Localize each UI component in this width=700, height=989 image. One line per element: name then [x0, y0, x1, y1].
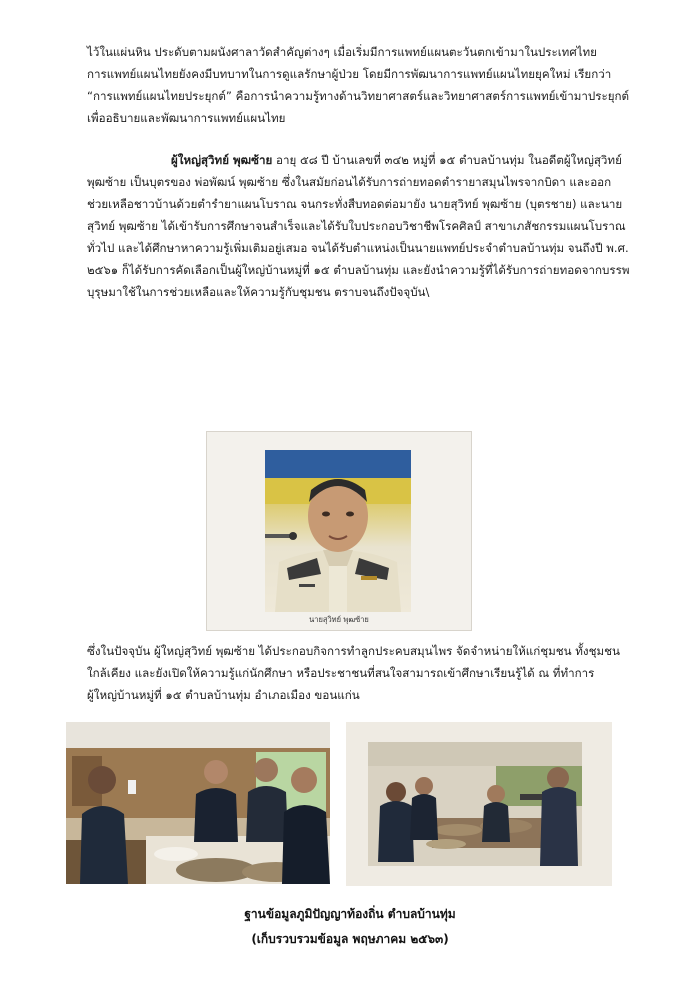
- herbal-workshop-scene-2: [346, 722, 612, 886]
- bio-line: พุฒซ้าย เป็นบุตรของ พ่อพัฒน์ พุฒซ้าย ซึ่งในสมัยก่อนได้รับการถ่ายทอดตำรายาสมุนไพรจากบิดา และออก: [87, 175, 612, 189]
- present-paragraph: [87, 640, 647, 706]
- footer-date: (เก็บรวบรวมข้อมูล พฤษภาคม ๒๕๖๓): [251, 932, 449, 946]
- portrait-photo: [206, 431, 472, 631]
- portrait-image: [265, 450, 411, 612]
- bio-line: ทั่วไป และได้ศึกษาหาความรู้เพิ่มเติมอยู่เสมอ จนได้รับตำแหน่งเป็นนายแพทย์ประจำตำบลบ้านทุ่ม จนถึงปี พ.ศ.: [87, 241, 629, 255]
- workshop-photo-right: [346, 722, 612, 886]
- bio-line: บุรุษมาใช้ในการช่วยเหลือและให้ความรู้กับชุมชน ตราบจนถึงปัจจุบัน\: [87, 285, 430, 299]
- herbal-workshop-scene: [66, 722, 330, 884]
- intro-paragraph: [87, 41, 647, 129]
- workshop-photo-left: [66, 722, 330, 884]
- headman-figure: [265, 450, 411, 612]
- intro-line: “การแพทย์แผนไทยประยุกต์” คือการนำความรู้ทางด้านวิทยาศาสตร์และวิทยาศาสตร์การแพทย์เข้ามาประยุกต์: [87, 89, 630, 103]
- headman-name: ผู้ใหญ่สุวิทย์ พุฒซ้าย: [171, 153, 273, 167]
- bio-line: ๒๕๖๑ ก็ได้รับการคัดเลือกเป็นผู้ใหญ่บ้านหมู่ที่ ๑๕ ตำบลบ้านทุ่ม และยังนำความรู้ที่ได้รับการถ่ายทอดจากบรรพ: [87, 263, 630, 277]
- intro-line: การแพทย์แผนไทยยังคงมีบทบาทในการดูแลรักษาผู้ป่วย โดยมีการพัฒนาการแพทย์แผนไทยยุคใหม่ เรียกว่า: [87, 67, 612, 81]
- present-line: ผู้ใหญ่บ้านหมู่ที่ ๑๕ ตำบลบ้านทุ่ม อำเภอเมือง ขอนแก่น: [87, 688, 360, 702]
- bio-first-line-text: อายุ ๕๘ ปี บ้านเลขที่ ๓๔๒ หมู่ที่ ๑๕ ตำบลบ้านทุ่ม ในอดีตผู้ใหญ่สุวิทย์: [272, 153, 622, 167]
- present-line: ใกล้เคียง และยังเปิดให้ความรู้แก่นักศึกษา หรือประชาชนที่สนใจสามารถเข้าศึกษาเรียนรู้ได้ ณ ที่ทำการ: [87, 666, 595, 680]
- footer-title: ฐานข้อมูลภูมิปัญญาท้องถิ่น ตำบลบ้านทุ่ม: [244, 907, 456, 921]
- bio-line: ช่วยเหลือชาวบ้านด้วยตำรำยาแผนโบราณ จนกระทั่งสืบทอดต่อมายัง นายสุวิทย์ พุฒซ้าย (บุตรชาย) และนาย: [87, 197, 623, 211]
- present-line: ซึ่งในปัจจุบัน ผู้ใหญ่สุวิทย์ พุฒซ้าย ได้ประกอบกิจการทำลูกประคบสมุนไพร จัดจำหน่ายให้แก่ชุมชน ทั้งชุมชน: [87, 644, 620, 658]
- portrait-caption: นายสุวิทย์ พุฒซ้าย: [309, 615, 369, 624]
- bio-paragraph: [87, 149, 647, 303]
- bio-line: สุวิทย์ พุฒซ้าย ได้เข้ารับการศึกษาจนสำเร็จและได้รับใบประกอบวิชาชีพโรคศิลป์ สาขาเภสัชกรรมแผนโบราณ: [87, 219, 626, 233]
- intro-line: ไว้ในแผ่นหิน ประดับตามผนังศาลาวัดสำคัญต่างๆ เมื่อเริ่มมีการแพทย์แผนตะวันตกเข้ามาในประเทศไทย: [87, 45, 597, 59]
- bio-first-line: [87, 149, 647, 171]
- intro-line: เพื่ออธิบายและพัฒนาการแพทย์แผนไทย: [87, 111, 286, 125]
